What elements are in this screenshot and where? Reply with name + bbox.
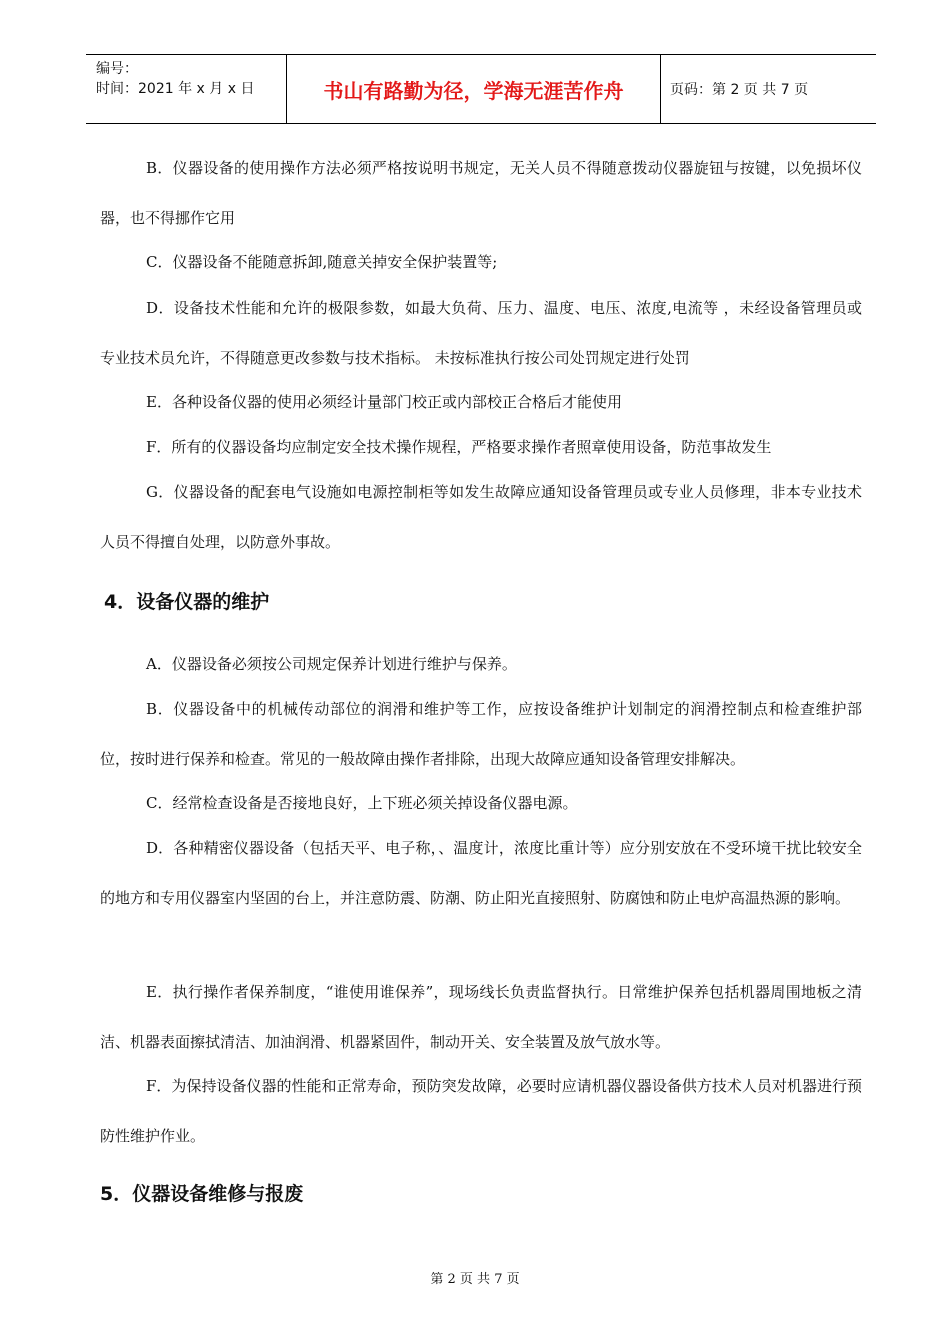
header-motto: 书山有路勤为径，学海无涯苦作舟: [323, 78, 624, 103]
document-number-label: 编号：: [96, 61, 138, 77]
paragraph-4b: B．仪器设备中的机械传动部位的润滑和维护等工作，应按设备维护计划制定的润滑控制点和检查维护部位，按时进行保养和检查。常见的一般故障由操作者排除，出现大故障应通知设备管理安排解决。: [100, 700, 862, 768]
paragraph-3f: F．所有的仪器设备均应制定安全技术操作规程，严格要求操作者照章使用设备，防范事故发生: [146, 438, 772, 456]
paragraph-4d: D．各种精密仪器设备（包括天平、电子称，、温度计，浓度比重计等）应分别安放在不受环境干扰比较安全的地方和专用仪器室内坚固的台上，并注意防震、防潮、防止阳光直接照射、防腐蚀和防止电炉高温热源的影响。: [100, 839, 862, 907]
header-divider: [660, 55, 661, 123]
paragraph-3b: B．仪器设备的使用操作方法必须严格按说明书规定，无关人员不得随意拨动仪器旋钮与按键，以免损坏仪器，也不得挪作它用: [100, 159, 862, 227]
paragraph-3c: C．仪器设备不能随意拆卸,随意关掉安全保护装置等;: [146, 253, 498, 271]
page-footer: 第 2 页 共 7 页: [430, 1272, 520, 1287]
page-header: [86, 54, 876, 124]
paragraph-4e: E．执行操作者保养制度，“谁使用谁保养”，现场线长负责监督执行。日常维护保养包括机器周围地板之清洁、机器表面擦拭清洁、加油润滑、机器紧固件，制动开关、安全装置及放气放水等。: [100, 983, 862, 1051]
paragraph-3g: G．仪器设备的配套电气设施如电源控制柜等如发生故障应通知设备管理员或专业人员修理，非本专业技术人员不得擅自处理，以防意外事故。: [100, 483, 862, 551]
paragraph-3d: D．设备技术性能和允许的极限参数，如最大负荷、压力、温度、电压、浓度,电流等 ，未经设备管理员或 专业技术员允许，不得随意更改参数与技术指标。 未按标准执行按公司处罚规定进行处罚: [100, 299, 862, 367]
paragraph-4a: A．仪器设备必须按公司规定保养计划进行维护与保养。: [146, 655, 517, 673]
paragraph-3e: E．各种设备仪器的使用必须经计量部门校正或内部校正合格后才能使用: [146, 393, 622, 411]
section-5-heading: 5．仪器设备维修与报废: [100, 1183, 304, 1205]
header-page-number: 页码：第 2 页 共 7 页: [670, 82, 809, 98]
section-4-heading: 4．设备仪器的维护: [104, 591, 270, 613]
paragraph-4f: F．为保持设备仪器的性能和正常寿命，预防突发故障，必要时应请机器仪器设备供方技术人员对机器进行预防性维护作业。: [100, 1077, 862, 1145]
document-date-label: 时间：2021 年 x 月 x 日: [96, 81, 255, 97]
paragraph-4c: C．经常检查设备是否接地良好，上下班必须关掉设备仪器电源。: [146, 794, 578, 812]
header-meta: [96, 59, 286, 99]
